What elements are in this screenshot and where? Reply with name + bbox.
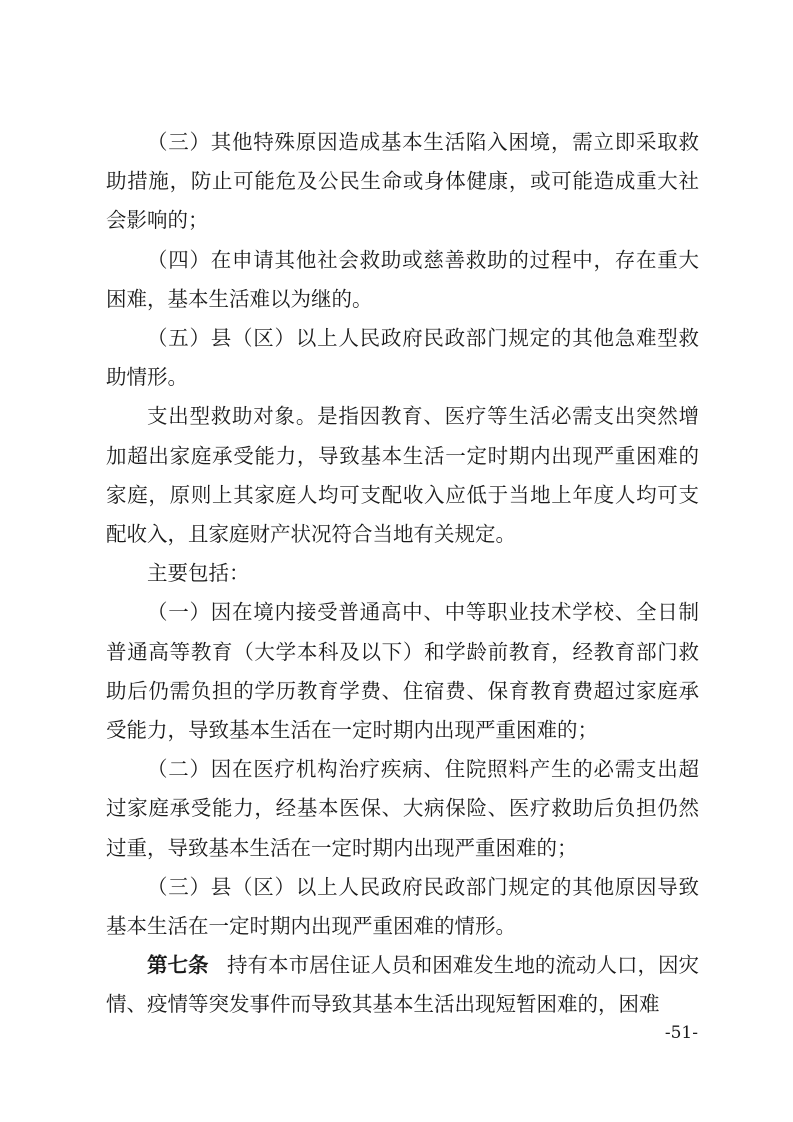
paragraph-expenditure-item-3: （三）县（区）以上人民政府民政部门规定的其他原因导致基本生活在一定时期内出现严重困难的情形。 [106, 874, 699, 939]
paragraph-main-includes: 主要包括： [147, 561, 250, 586]
article-text: 持有本市居住证人员和困难发生地的流动人口，因灾情、疫情等突发事件而导致其基本生活出现短暂困难的，困难 [106, 953, 700, 1017]
page-number: -51- [664, 1023, 698, 1043]
paragraph-emergency-item-5: （五）县（区）以上人民政府民政部门规定的其他急难型救助情形。 [106, 326, 699, 390]
paragraph-article-7 [106, 946, 699, 1024]
paragraph-expenditure-definition: 支出型救助对象。是指因教育、医疗等生活必需支出突然增加超出家庭承受能力，导致基本生活一定时期内出现严重困难的家庭，原则上其家庭人均可支配收入应低于当地上年度人均可支配收入，且家庭财产状况符合当地有关规定。 [106, 404, 699, 547]
article-label: 第七条 [147, 953, 209, 978]
body-text [106, 123, 699, 1025]
paragraph-emergency-item-3: （三）其他特殊原因造成基本生活陷入困境，需立即采取救助措施，防止可能危及公民生命或身体健康，或可能造成重大社会影响的； [106, 130, 699, 233]
paragraph-expenditure-item-2: （二）因在医疗机构治疗疾病、住院照料产生的必需支出超过家庭承受能力，经基本医保、大病保险、医疗救助后负担仍然过重，导致基本生活在一定时期内出现严重困难的； [106, 757, 699, 860]
paragraph-expenditure-item-1: （一）因在境内接受普通高中、中等职业技术学校、全日制普通高等教育（大学本科及以下）和学龄前教育，经教育部门救助后仍需负担的学历教育学费、住宿费、保育教育费超过家庭承受能力，导致基本生活在一定时期内出现严重困难的； [106, 600, 699, 743]
paragraph-emergency-item-4: （四）在申请其他社会救助或慈善救助的过程中，存在重大困难，基本生活难以为继的。 [106, 247, 699, 311]
